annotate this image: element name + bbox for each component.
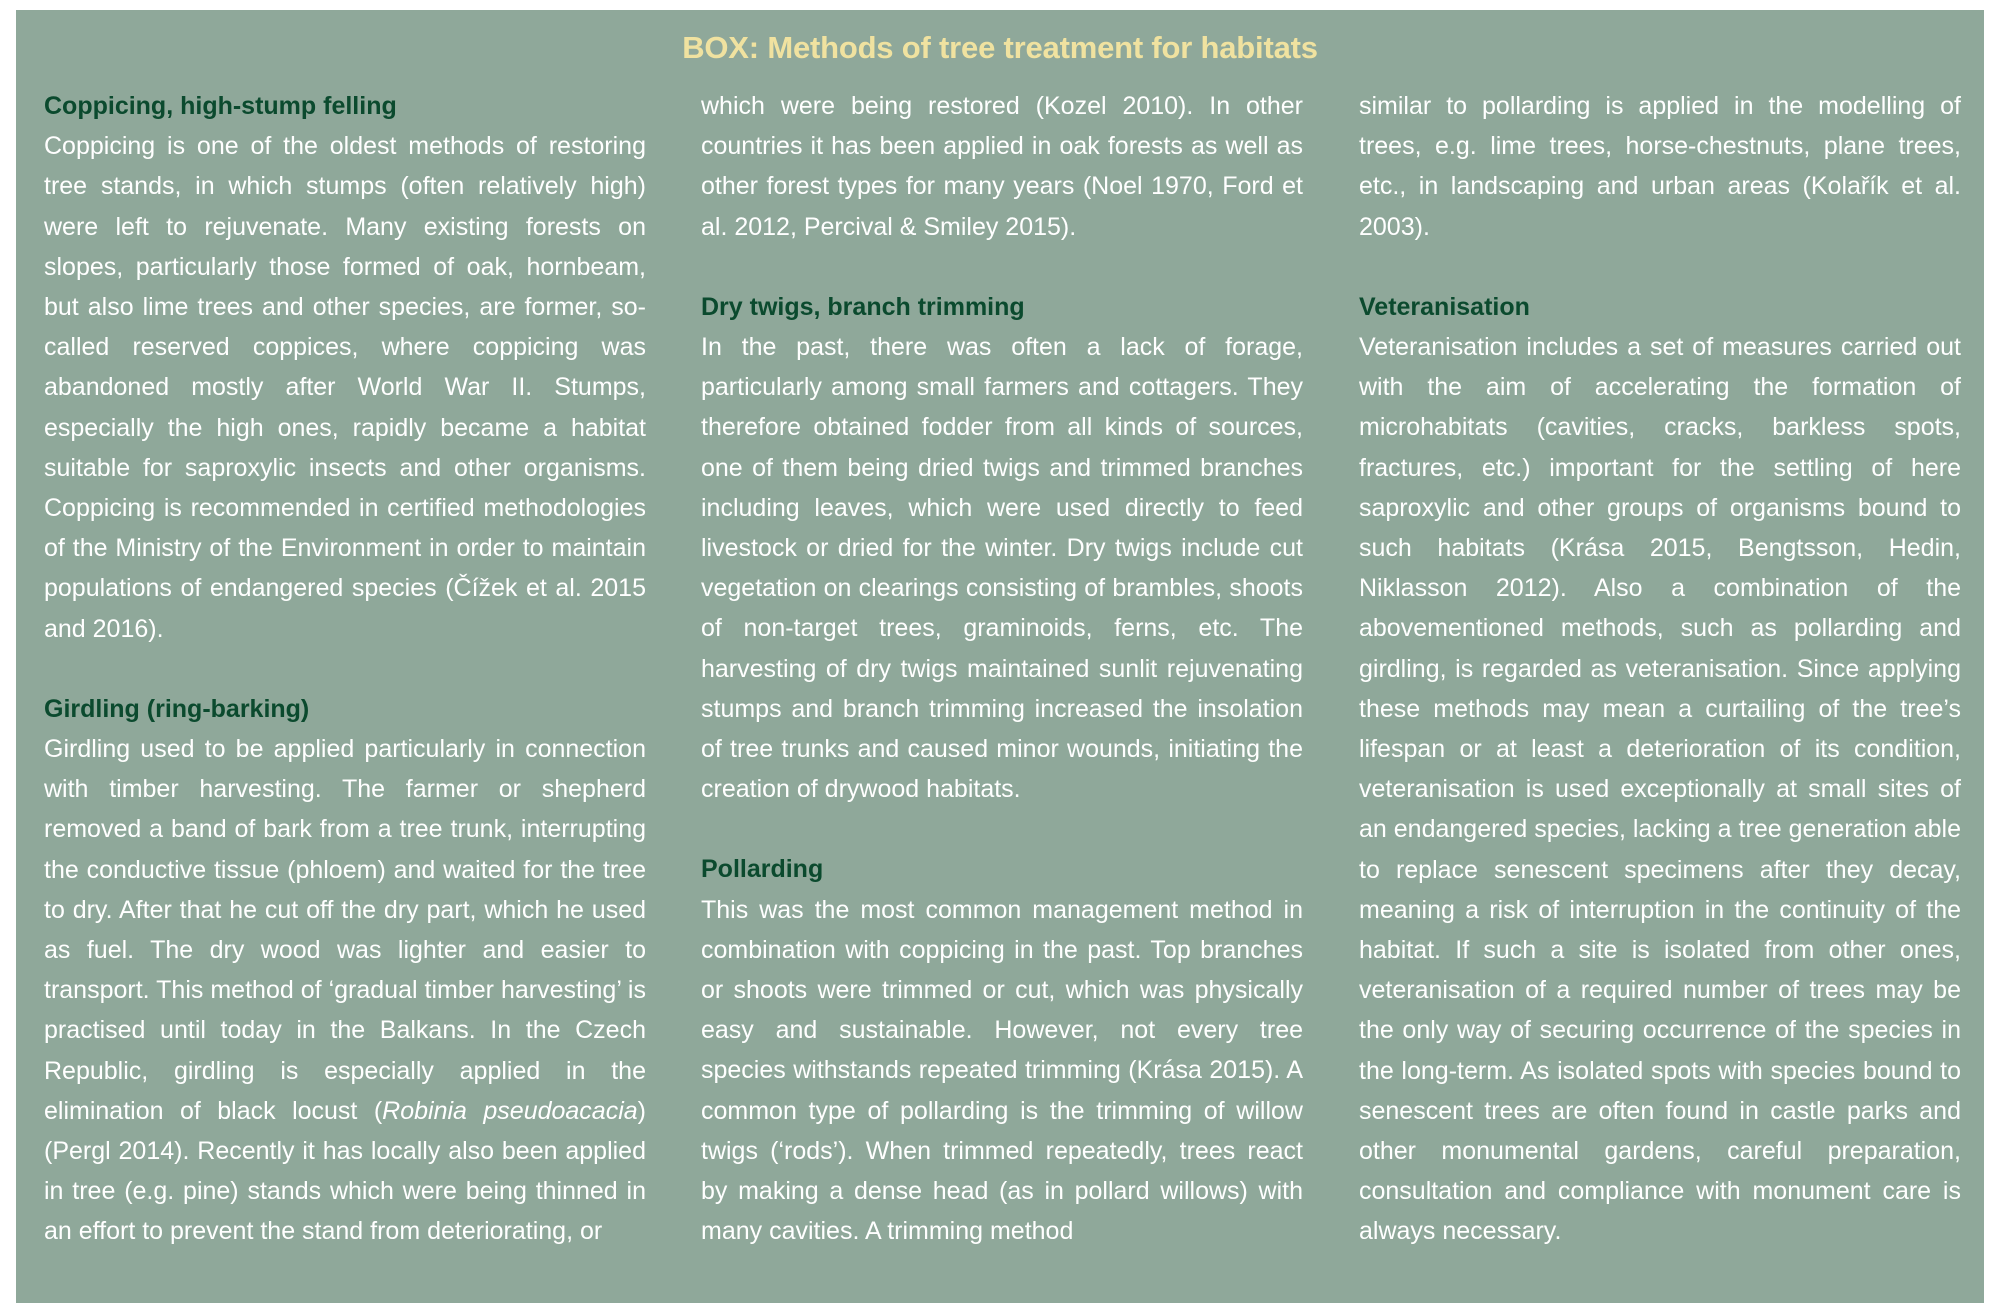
section-heading-veteranisation: Veteranisation — [1359, 292, 1530, 321]
section-text-pollarding: This was the most common management method in combination with coppicing in the past. Top branches or shoots were trimmed or cut, which was physically easy and sustainable. However, not every tree species withstands repeated trimming (Krása 2015). A common type of pollarding is the trimming of willow twigs (‘rods’). When trimmed repeatedly, trees react by making a dense head (as in pollard willows) with many cavities. A trimming method — [701, 895, 1303, 1246]
section-text-girdling — [44, 729, 646, 1252]
girdling-text-part1: Girdling used to be applied particularly in connection with timber harvesting. The farmer or shepherd removed a band of bark from a tree trunk, interrupting the conductive tissue (phloem) and waited for the tree to dry. After that he cut off the dry part, which he used as fuel. The dry wood was lighter and easier to transport. This method of ‘gradual timber harvesting’ is practised until today in the Balkans. In the Czech Republic, girdling is especially applied in the elimination of black locust ( — [44, 735, 646, 1125]
column-3 — [1359, 86, 1961, 1252]
section-gap — [1359, 247, 1961, 287]
info-box — [16, 10, 1984, 1303]
girdling-text-part2: ) (Pergl 2014). Recently it has locally also been applied in tree (e.g. pine) stands which were being thinned in an effort to prevent the stand from deteriorating, or — [44, 1096, 646, 1246]
column-1 — [44, 86, 646, 1252]
column-2 — [701, 86, 1303, 1251]
box-title: BOX: Methods of tree treatment for habitats — [682, 30, 1318, 65]
section-gap — [701, 809, 1303, 849]
species-name-italic: Robinia pseudoacacia — [382, 1096, 638, 1125]
section-text-pollarding-continued: similar to pollarding is applied in the modelling of trees, e.g. lime trees, horse-chestnuts, plane trees, etc., in landscaping and urban areas (Kolařík et al. 2003). — [1359, 92, 1961, 241]
section-text-coppicing: Coppicing is one of the oldest methods of restoring tree stands, in which stumps (often relatively high) were left to rejuvenate. Many existing forests on slopes, particularly those formed of oak, hornbeam, but also lime trees and other species, are former, so-called reserved coppices, where coppicing was abandoned mostly after World War II. Stumps, especially the high ones, rapidly became a habitat suitable for saproxylic insects and other organisms. Coppicing is recommended in certified methodologies of the Ministry of the Environment in order to maintain populations of endangered species (Čížek et al. 2015 and 2016). — [44, 132, 646, 643]
section-gap — [44, 649, 646, 689]
section-text-girdling-continued: which were being restored (Kozel 2010). In other countries it has been applied in oak forests as well as other forest types for many years (Noel 1970, Ford et al. 2012, Percival & Smiley 2015). — [701, 92, 1303, 241]
section-text-dry-twigs: In the past, there was often a lack of forage, particularly among small farmers and cottagers. They therefore obtained fodder from all kinds of sources, one of them being dried twigs and trimmed branches including leaves, which were used directly to feed livestock or dried for the winter. Dry twigs include cut vegetation on clearings consisting of brambles, shoots of non-target trees, graminoids, ferns, etc. The harvesting of dry twigs maintained sunlit rejuvenating stumps and branch trimming increased the insolation of tree trunks and caused minor wounds, initiating the creation of drywood habitats. — [701, 333, 1303, 804]
section-heading-coppicing: Coppicing, high-stump felling — [44, 92, 397, 120]
section-text-veteranisation: Veteranisation includes a set of measures carried out with the aim of accelerating the formation of microhabitats (cavities, cracks, barkless spots, fractures, etc.) important for the settling of here saproxylic and other groups of organisms bound to such habitats (Krása 2015, Bengtsson, Hedin, Niklasson 2012). Also a combination of the abovementioned methods, such as pollarding and girdling, is regarded as veteranisation. Since applying these methods may mean a curtailing of the tree’s lifespan or at least a deterioration of its condition, veteranisation is used exceptionally at small sites of an endangered species, lacking a tree generation able to replace senescent specimens after they decay, meaning a risk of interruption in the continuity of the habitat. If such a site is isolated from other ones, veteranisation of a required number of trees may be the only way of securing occurrence of the species in the long-term. As isolated spots with species bound to senescent trees are often found in castle parks and other monumental gardens, careful preparation, consultation and compliance with monument care is always necessary. — [1359, 333, 1961, 1246]
section-heading-dry-twigs: Dry twigs, branch trimming — [701, 292, 1025, 321]
section-heading-pollarding: Pollarding — [701, 855, 824, 884]
section-heading-girdling: Girdling (ring-barking) — [44, 694, 310, 723]
section-gap — [701, 247, 1303, 287]
